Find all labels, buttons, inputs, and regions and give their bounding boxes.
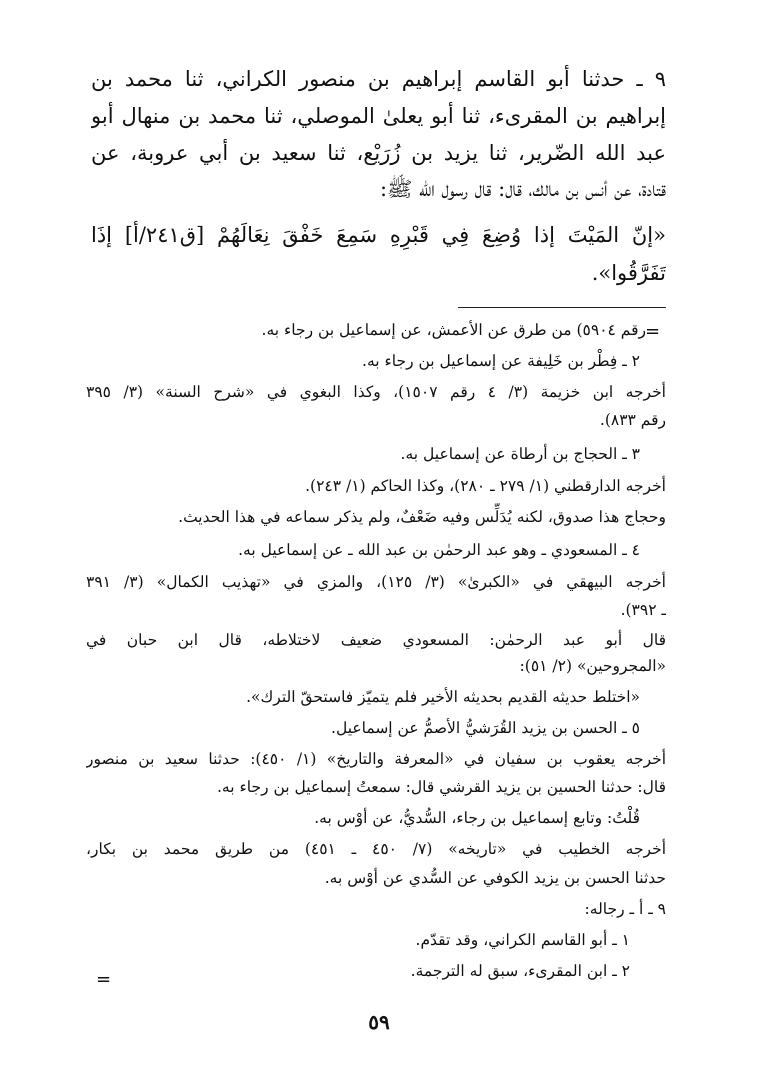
main-text-line-2: إبراهيم بن المقرىء، ثنا أبو يعلىٰ الموصلي، ثنا محمد بن منهال أبو [91,104,666,128]
footnote-line: أخرجه الخطيب في «تاريخه» (٧/ ٤٥٠ ـ ٤٥١) من طريق محمد بن بكار، [86,840,666,858]
footnote-line: ١ ـ أبو القاسم الكراني، وقد تقدّم. [415,931,630,949]
footnote-line: ٩ ـ أ ـ رجاله: [584,900,666,918]
footnote-line: ٤ ـ المسعودي ـ وهو عبد الرحمٰن بن عبد الله ـ عن إسماعيل به. [238,541,640,559]
footnote-line: أخرجه يعقوب بن سفيان في «المعرفة والتاريخ» (١/ ٤٥٠): حدثنا سعيد بن منصور [86,750,666,768]
footnote-line: أخرجه البيهقي في «الكبرىٰ» (٣/ ١٢٥)، والمزي في «تهذيب الكمال» (٣/ ٣٩١ [86,573,666,591]
footnote-line: أخرجه الدارقطني (١/ ٢٧٩ ـ ٢٨٠)، وكذا الحاكم (١/ ٢٤٣). [305,477,666,495]
footnote-line: ٢ ـ فِطْر بن خَلِيفة عن إسماعيل بن رجاء به. [362,352,640,370]
footnote-line: أخرجه ابن خزيمة (٣/ ٤ رقم ١٥٠٧)، وكذا البغوي في «شرح السنة» (٣/ ٣٩٥ [86,383,666,401]
hadith-text-line-1: «إنّ المَيْتَ إذا وُضِعَ فِي قَبْرِهِ سَمِعَ خَفْقَ نِعَالَهُمْ [ق٢٤١/أ] إذَا [91,223,666,247]
footnote-trailing-marker: = [96,969,112,990]
hadith-text-line-2: تَفَرَّقُوا». [591,261,666,285]
footnote-line: قال أبو عبد الرحمٰن: المسعودي ضعيف لاختلاطه، قال ابن حبان في [86,631,666,649]
footnote-line: ٣ ـ الحجاج بن أرطاة عن إسماعيل به. [400,445,640,463]
footnote-continuation-marker: = [645,321,661,342]
main-text-line-4: قتادة، عن أنس بن مالك، قال: قال رسول الله ﷺ: [379,177,666,201]
main-text-line-1: ٩ ـ حدثنا أبو القاسم إبراهيم بن منصور الكراني، ثنا محمد بن [91,67,666,91]
footnote-line: «اختلط حديثه القديم بحديثه الأخير فلم يتميّز فاستحقّ الترك». [246,688,640,706]
footnote-line: قُلْتُ: وتابع إسماعيل بن رجاء، السُّديُّ، عن أوْس به. [314,809,640,827]
footnote-separator [458,307,666,308]
footnote-line: حدثنا الحسن بن يزيد الكوفي عن السُّدي عن أوْس به. [324,869,666,887]
footnote-line: قال: حدثنا الحسين بن يزيد القرشي قال: سمعتُ إسماعيل بن رجاء به. [217,778,666,796]
footnote-line: ٢ ـ ابن المقرىء، سبق له الترجمة. [410,962,630,980]
footnote-line: رقم ٨٣٣). [599,411,666,429]
footnote-line: وحجاج هذا صدوق، لكنه يُدَلِّس وفيه ضَعْفٌ، ولم يذكر سماعه في هذا الحديث. [178,508,666,526]
footnote-line: «المجروحين» (٢/ ٥١): [519,657,666,675]
footnote-line: ٥ ـ الحسن بن يزيد القُرَشيُّ الأصمُّ عن إسماعيل. [331,719,640,737]
main-text-line-3: عبد الله الضّرير، ثنا يزيد بن زُرَيْع، ثنا سعيد بن أبي عروبة، عن [91,141,666,165]
footnote-line: ـ ٣٩٢). [620,601,666,619]
footnote-line: رقم ٥٩٠٤) من طرق عن الأعمش، عن إسماعيل بن رجاء به. [261,321,646,339]
page-number: ٥٩ [368,1010,390,1034]
